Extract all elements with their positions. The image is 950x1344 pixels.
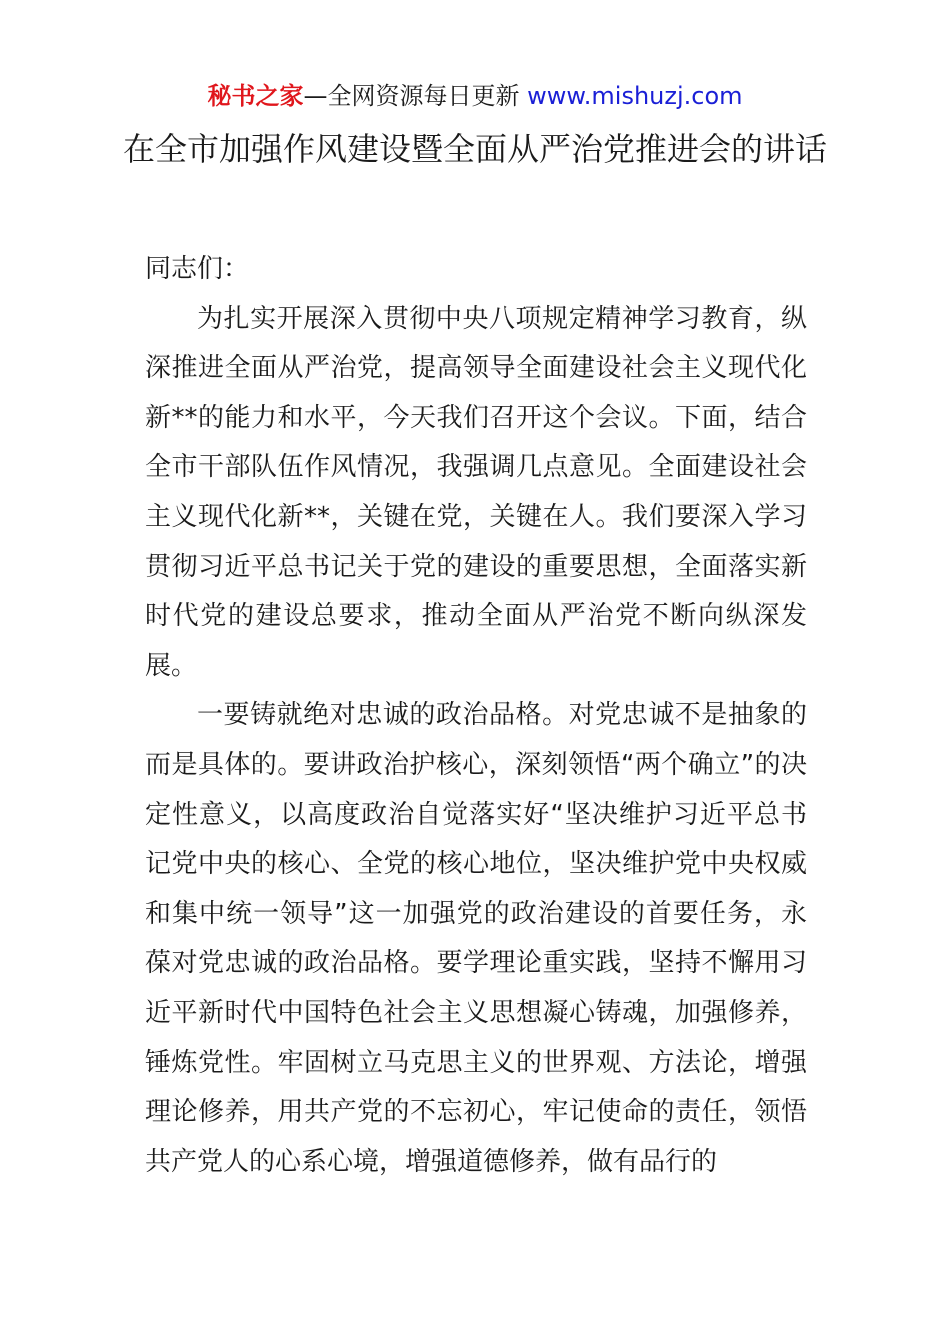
- site-url-link[interactable]: www.mishuzj.com: [527, 82, 743, 110]
- site-header: [0, 80, 950, 112]
- header-tagline: —全网资源每日更新: [303, 82, 528, 110]
- salutation: 同志们：: [145, 254, 250, 284]
- document-title: 在全市加强作风建设暨全面从严治党推进会的讲话: [122, 130, 827, 168]
- brand-name: 秘书之家: [207, 82, 304, 110]
- paragraph-loyalty: 一要铸就绝对忠诚的政治品格。对党忠诚不是抽象的而是具体的。要讲政治护核心，深刻领悟“两个确立”的决定性意义，以高度政治自觉落实好“坚决维护习近平总书记党中央的核心、全党的核心地位，坚决维护党中央权威和集中统一领导”这一加强党的政治建设的首要任务，永葆对党忠诚的政治品格。要学理论重实践，坚持不懈用习近平新时代中国特色社会主义思想凝心铸魂，加强修养，锤炼党性。牢固树立马克思主义的世界观、方法论，增强理论修养，用共产党的不忘初心，牢记使命的责任，领悟共产党人的心系心境，增强道德修养，做有品行的: [145, 700, 807, 1177]
- paragraph-intro: 为扎实开展深入贯彻中央八项规定精神学习教育，纵深推进全面从严治党，提高领导全面建设社会主义现代化新**的能力和水平，今天我们召开这个会议。下面，结合全市干部队伍作风情况，我强调几点意见。全面建设社会主义现代化新**，关键在党，关键在人。我们要深入学习贯彻习近平总书记关于党的建设的重要思想，全面落实新时代党的建设总要求，推动全面从严治党不断向纵深发展。: [145, 303, 807, 681]
- document-body: [145, 245, 807, 1187]
